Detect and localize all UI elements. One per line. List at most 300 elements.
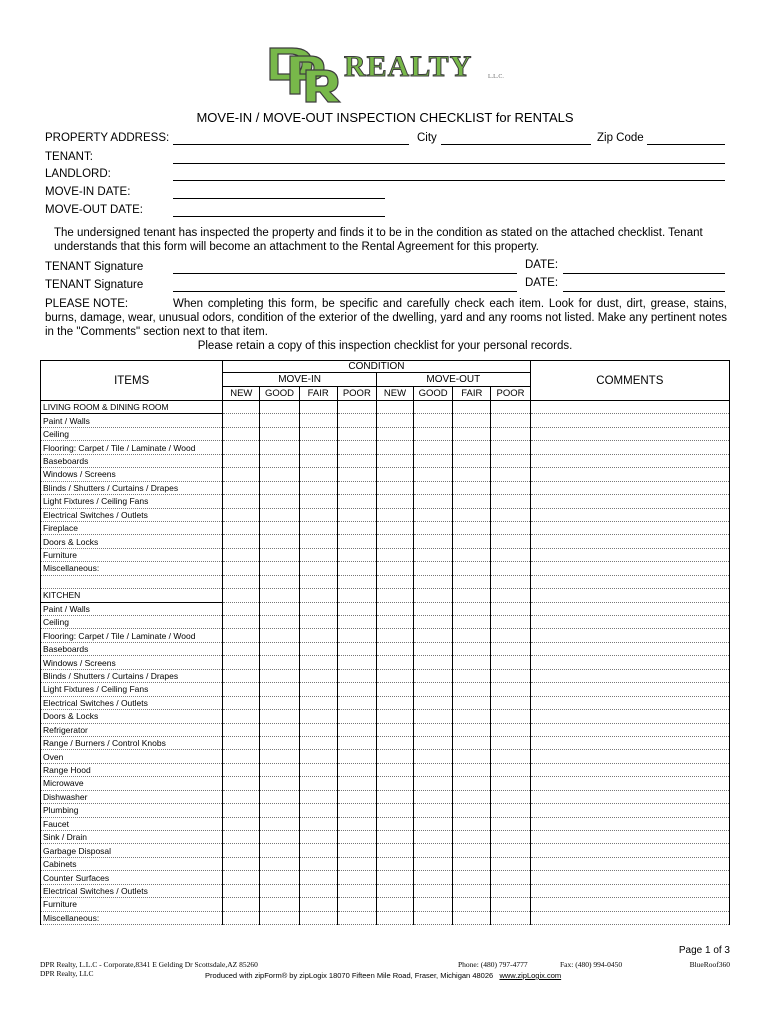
move-in-good-cell[interactable] <box>260 656 299 669</box>
date-field-1[interactable] <box>563 261 725 274</box>
move-in-good-cell[interactable] <box>260 642 299 655</box>
move-out-fair-cell[interactable] <box>453 898 491 911</box>
ziplogix-link[interactable]: www.zipLogix.com <box>499 971 562 980</box>
move-out-good-cell[interactable] <box>414 911 453 924</box>
move-out-poor-cell[interactable] <box>491 481 530 494</box>
move-out-fair-cell[interactable] <box>453 736 491 749</box>
move-out-good-cell[interactable] <box>414 427 453 440</box>
move-out-poor-cell[interactable] <box>491 844 530 857</box>
move-out-good-cell[interactable] <box>414 898 453 911</box>
comments-cell[interactable] <box>530 656 729 669</box>
comments-cell[interactable] <box>530 844 729 857</box>
move-in-poor-cell[interactable] <box>337 454 376 467</box>
move-out-poor-cell[interactable] <box>491 401 530 414</box>
move-in-fair-cell[interactable] <box>299 575 337 588</box>
move-out-fair-cell[interactable] <box>453 548 491 561</box>
move-in-poor-cell[interactable] <box>337 589 376 602</box>
move-out-poor-cell[interactable] <box>491 629 530 642</box>
move-in-good-cell[interactable] <box>260 777 299 790</box>
move-in-new-cell[interactable] <box>223 521 260 534</box>
comments-cell[interactable] <box>530 683 729 696</box>
move-in-new-cell[interactable] <box>223 844 260 857</box>
move-out-new-cell[interactable] <box>376 589 413 602</box>
move-in-fair-cell[interactable] <box>299 871 337 884</box>
move-in-fair-cell[interactable] <box>299 562 337 575</box>
move-out-fair-cell[interactable] <box>453 844 491 857</box>
comments-cell[interactable] <box>530 804 729 817</box>
move-in-new-cell[interactable] <box>223 616 260 629</box>
move-out-fair-cell[interactable] <box>453 521 491 534</box>
move-out-new-cell[interactable] <box>376 481 413 494</box>
move-in-good-cell[interactable] <box>260 669 299 682</box>
move-in-fair-cell[interactable] <box>299 616 337 629</box>
move-out-poor-cell[interactable] <box>491 710 530 723</box>
move-in-fair-cell[interactable] <box>299 696 337 709</box>
move-out-date-field[interactable] <box>173 204 385 217</box>
move-in-new-cell[interactable] <box>223 441 260 454</box>
move-in-good-cell[interactable] <box>260 414 299 427</box>
move-out-good-cell[interactable] <box>414 481 453 494</box>
comments-cell[interactable] <box>530 710 729 723</box>
comments-cell[interactable] <box>530 723 729 736</box>
move-out-new-cell[interactable] <box>376 817 413 830</box>
move-in-poor-cell[interactable] <box>337 911 376 924</box>
move-in-good-cell[interactable] <box>260 401 299 414</box>
move-in-poor-cell[interactable] <box>337 602 376 615</box>
move-in-good-cell[interactable] <box>260 683 299 696</box>
move-out-good-cell[interactable] <box>414 750 453 763</box>
move-in-poor-cell[interactable] <box>337 562 376 575</box>
move-in-new-cell[interactable] <box>223 831 260 844</box>
move-in-new-cell[interactable] <box>223 562 260 575</box>
move-out-poor-cell[interactable] <box>491 696 530 709</box>
move-out-new-cell[interactable] <box>376 736 413 749</box>
move-out-poor-cell[interactable] <box>491 602 530 615</box>
move-out-fair-cell[interactable] <box>453 508 491 521</box>
move-out-poor-cell[interactable] <box>491 804 530 817</box>
move-out-fair-cell[interactable] <box>453 669 491 682</box>
move-in-fair-cell[interactable] <box>299 508 337 521</box>
move-in-poor-cell[interactable] <box>337 535 376 548</box>
move-in-good-cell[interactable] <box>260 804 299 817</box>
move-in-good-cell[interactable] <box>260 508 299 521</box>
move-in-fair-cell[interactable] <box>299 777 337 790</box>
move-out-poor-cell[interactable] <box>491 616 530 629</box>
move-out-good-cell[interactable] <box>414 804 453 817</box>
move-out-fair-cell[interactable] <box>453 441 491 454</box>
move-in-good-cell[interactable] <box>260 857 299 870</box>
move-in-new-cell[interactable] <box>223 629 260 642</box>
move-in-good-cell[interactable] <box>260 710 299 723</box>
move-in-poor-cell[interactable] <box>337 723 376 736</box>
move-in-fair-cell[interactable] <box>299 898 337 911</box>
move-out-new-cell[interactable] <box>376 616 413 629</box>
move-in-poor-cell[interactable] <box>337 441 376 454</box>
comments-cell[interactable] <box>530 857 729 870</box>
move-in-new-cell[interactable] <box>223 427 260 440</box>
move-out-fair-cell[interactable] <box>453 495 491 508</box>
move-out-good-cell[interactable] <box>414 884 453 897</box>
comments-cell[interactable] <box>530 575 729 588</box>
move-out-poor-cell[interactable] <box>491 508 530 521</box>
comments-cell[interactable] <box>530 629 729 642</box>
move-in-good-cell[interactable] <box>260 750 299 763</box>
move-out-good-cell[interactable] <box>414 548 453 561</box>
move-out-good-cell[interactable] <box>414 441 453 454</box>
move-out-good-cell[interactable] <box>414 454 453 467</box>
move-in-new-cell[interactable] <box>223 804 260 817</box>
move-out-new-cell[interactable] <box>376 871 413 884</box>
move-out-new-cell[interactable] <box>376 508 413 521</box>
move-out-poor-cell[interactable] <box>491 898 530 911</box>
move-out-good-cell[interactable] <box>414 790 453 803</box>
move-out-new-cell[interactable] <box>376 844 413 857</box>
move-in-poor-cell[interactable] <box>337 804 376 817</box>
move-in-poor-cell[interactable] <box>337 710 376 723</box>
move-out-good-cell[interactable] <box>414 508 453 521</box>
move-in-fair-cell[interactable] <box>299 683 337 696</box>
comments-cell[interactable] <box>530 736 729 749</box>
move-in-poor-cell[interactable] <box>337 683 376 696</box>
move-out-good-cell[interactable] <box>414 844 453 857</box>
move-in-good-cell[interactable] <box>260 871 299 884</box>
move-out-new-cell[interactable] <box>376 683 413 696</box>
move-out-new-cell[interactable] <box>376 763 413 776</box>
move-out-good-cell[interactable] <box>414 857 453 870</box>
move-out-new-cell[interactable] <box>376 898 413 911</box>
comments-cell[interactable] <box>530 871 729 884</box>
move-out-new-cell[interactable] <box>376 521 413 534</box>
move-in-new-cell[interactable] <box>223 642 260 655</box>
move-in-good-cell[interactable] <box>260 884 299 897</box>
comments-cell[interactable] <box>530 495 729 508</box>
move-out-fair-cell[interactable] <box>453 696 491 709</box>
move-out-new-cell[interactable] <box>376 911 413 924</box>
move-in-new-cell[interactable] <box>223 508 260 521</box>
move-out-good-cell[interactable] <box>414 562 453 575</box>
tenant-signature-field-2[interactable] <box>173 279 517 292</box>
move-out-fair-cell[interactable] <box>453 414 491 427</box>
move-out-poor-cell[interactable] <box>491 441 530 454</box>
move-in-new-cell[interactable] <box>223 884 260 897</box>
comments-cell[interactable] <box>530 642 729 655</box>
move-in-new-cell[interactable] <box>223 710 260 723</box>
move-out-good-cell[interactable] <box>414 669 453 682</box>
move-out-good-cell[interactable] <box>414 777 453 790</box>
move-out-new-cell[interactable] <box>376 468 413 481</box>
landlord-field[interactable] <box>173 168 725 181</box>
comments-cell[interactable] <box>530 763 729 776</box>
move-out-poor-cell[interactable] <box>491 736 530 749</box>
move-out-new-cell[interactable] <box>376 804 413 817</box>
move-out-good-cell[interactable] <box>414 817 453 830</box>
move-out-new-cell[interactable] <box>376 427 413 440</box>
move-in-fair-cell[interactable] <box>299 884 337 897</box>
move-in-good-cell[interactable] <box>260 696 299 709</box>
comments-cell[interactable] <box>530 696 729 709</box>
move-out-good-cell[interactable] <box>414 414 453 427</box>
move-in-good-cell[interactable] <box>260 736 299 749</box>
move-in-good-cell[interactable] <box>260 790 299 803</box>
move-in-fair-cell[interactable] <box>299 535 337 548</box>
move-in-new-cell[interactable] <box>223 736 260 749</box>
move-in-good-cell[interactable] <box>260 763 299 776</box>
move-out-new-cell[interactable] <box>376 629 413 642</box>
move-out-new-cell[interactable] <box>376 831 413 844</box>
city-field[interactable] <box>441 132 591 145</box>
move-in-poor-cell[interactable] <box>337 884 376 897</box>
move-in-good-cell[interactable] <box>260 831 299 844</box>
move-in-new-cell[interactable] <box>223 481 260 494</box>
move-in-fair-cell[interactable] <box>299 548 337 561</box>
comments-cell[interactable] <box>530 602 729 615</box>
move-in-poor-cell[interactable] <box>337 616 376 629</box>
move-in-fair-cell[interactable] <box>299 790 337 803</box>
move-out-fair-cell[interactable] <box>453 884 491 897</box>
comments-cell[interactable] <box>530 454 729 467</box>
move-in-fair-cell[interactable] <box>299 750 337 763</box>
move-out-good-cell[interactable] <box>414 589 453 602</box>
move-in-new-cell[interactable] <box>223 401 260 414</box>
move-out-new-cell[interactable] <box>376 723 413 736</box>
move-in-new-cell[interactable] <box>223 857 260 870</box>
move-out-poor-cell[interactable] <box>491 750 530 763</box>
move-out-good-cell[interactable] <box>414 495 453 508</box>
move-out-fair-cell[interactable] <box>453 723 491 736</box>
move-in-new-cell[interactable] <box>223 575 260 588</box>
move-out-fair-cell[interactable] <box>453 804 491 817</box>
move-in-fair-cell[interactable] <box>299 441 337 454</box>
move-in-new-cell[interactable] <box>223 683 260 696</box>
move-out-poor-cell[interactable] <box>491 911 530 924</box>
move-out-poor-cell[interactable] <box>491 777 530 790</box>
move-in-fair-cell[interactable] <box>299 521 337 534</box>
move-out-fair-cell[interactable] <box>453 575 491 588</box>
move-out-good-cell[interactable] <box>414 710 453 723</box>
move-in-good-cell[interactable] <box>260 521 299 534</box>
comments-cell[interactable] <box>530 750 729 763</box>
move-in-fair-cell[interactable] <box>299 817 337 830</box>
move-out-fair-cell[interactable] <box>453 817 491 830</box>
move-in-new-cell[interactable] <box>223 790 260 803</box>
move-in-new-cell[interactable] <box>223 495 260 508</box>
comments-cell[interactable] <box>530 427 729 440</box>
move-in-poor-cell[interactable] <box>337 898 376 911</box>
move-in-fair-cell[interactable] <box>299 857 337 870</box>
move-in-poor-cell[interactable] <box>337 575 376 588</box>
move-in-new-cell[interactable] <box>223 911 260 924</box>
move-out-fair-cell[interactable] <box>453 589 491 602</box>
move-out-fair-cell[interactable] <box>453 454 491 467</box>
move-in-poor-cell[interactable] <box>337 629 376 642</box>
move-out-poor-cell[interactable] <box>491 763 530 776</box>
move-out-good-cell[interactable] <box>414 642 453 655</box>
move-in-good-cell[interactable] <box>260 629 299 642</box>
move-out-poor-cell[interactable] <box>491 871 530 884</box>
move-in-good-cell[interactable] <box>260 535 299 548</box>
move-in-new-cell[interactable] <box>223 723 260 736</box>
comments-cell[interactable] <box>530 669 729 682</box>
move-out-fair-cell[interactable] <box>453 656 491 669</box>
move-in-poor-cell[interactable] <box>337 414 376 427</box>
move-out-new-cell[interactable] <box>376 575 413 588</box>
move-out-new-cell[interactable] <box>376 656 413 669</box>
move-in-poor-cell[interactable] <box>337 777 376 790</box>
move-out-poor-cell[interactable] <box>491 575 530 588</box>
move-out-fair-cell[interactable] <box>453 468 491 481</box>
move-in-fair-cell[interactable] <box>299 629 337 642</box>
move-in-new-cell[interactable] <box>223 750 260 763</box>
move-out-good-cell[interactable] <box>414 696 453 709</box>
move-in-fair-cell[interactable] <box>299 844 337 857</box>
move-in-poor-cell[interactable] <box>337 817 376 830</box>
move-out-poor-cell[interactable] <box>491 831 530 844</box>
move-out-poor-cell[interactable] <box>491 884 530 897</box>
move-in-fair-cell[interactable] <box>299 831 337 844</box>
move-out-new-cell[interactable] <box>376 535 413 548</box>
move-out-fair-cell[interactable] <box>453 562 491 575</box>
move-in-fair-cell[interactable] <box>299 427 337 440</box>
move-in-fair-cell[interactable] <box>299 401 337 414</box>
move-out-poor-cell[interactable] <box>491 414 530 427</box>
move-out-good-cell[interactable] <box>414 683 453 696</box>
move-out-new-cell[interactable] <box>376 642 413 655</box>
move-out-poor-cell[interactable] <box>491 683 530 696</box>
move-out-poor-cell[interactable] <box>491 589 530 602</box>
move-in-good-cell[interactable] <box>260 454 299 467</box>
move-in-good-cell[interactable] <box>260 844 299 857</box>
move-in-good-cell[interactable] <box>260 602 299 615</box>
move-out-poor-cell[interactable] <box>491 521 530 534</box>
move-out-good-cell[interactable] <box>414 871 453 884</box>
move-in-new-cell[interactable] <box>223 871 260 884</box>
move-in-poor-cell[interactable] <box>337 548 376 561</box>
move-in-fair-cell[interactable] <box>299 723 337 736</box>
move-in-fair-cell[interactable] <box>299 481 337 494</box>
move-in-new-cell[interactable] <box>223 656 260 669</box>
property-address-field[interactable] <box>173 132 409 145</box>
move-in-good-cell[interactable] <box>260 481 299 494</box>
move-in-poor-cell[interactable] <box>337 508 376 521</box>
move-out-new-cell[interactable] <box>376 548 413 561</box>
move-in-poor-cell[interactable] <box>337 857 376 870</box>
move-in-poor-cell[interactable] <box>337 521 376 534</box>
move-in-good-cell[interactable] <box>260 817 299 830</box>
move-in-poor-cell[interactable] <box>337 427 376 440</box>
move-in-new-cell[interactable] <box>223 468 260 481</box>
move-out-new-cell[interactable] <box>376 669 413 682</box>
move-out-fair-cell[interactable] <box>453 831 491 844</box>
move-in-good-cell[interactable] <box>260 495 299 508</box>
move-in-fair-cell[interactable] <box>299 804 337 817</box>
tenant-signature-field-1[interactable] <box>173 261 517 274</box>
move-out-new-cell[interactable] <box>376 602 413 615</box>
move-out-new-cell[interactable] <box>376 401 413 414</box>
comments-cell[interactable] <box>530 441 729 454</box>
comments-cell[interactable] <box>530 790 729 803</box>
move-in-fair-cell[interactable] <box>299 589 337 602</box>
move-out-new-cell[interactable] <box>376 414 413 427</box>
move-in-poor-cell[interactable] <box>337 831 376 844</box>
move-out-poor-cell[interactable] <box>491 427 530 440</box>
move-out-fair-cell[interactable] <box>453 790 491 803</box>
move-in-fair-cell[interactable] <box>299 763 337 776</box>
move-in-good-cell[interactable] <box>260 427 299 440</box>
move-in-good-cell[interactable] <box>260 548 299 561</box>
move-out-poor-cell[interactable] <box>491 468 530 481</box>
comments-cell[interactable] <box>530 898 729 911</box>
comments-cell[interactable] <box>530 468 729 481</box>
move-out-poor-cell[interactable] <box>491 562 530 575</box>
comments-cell[interactable] <box>530 616 729 629</box>
move-in-new-cell[interactable] <box>223 669 260 682</box>
move-in-new-cell[interactable] <box>223 763 260 776</box>
move-in-new-cell[interactable] <box>223 898 260 911</box>
move-out-new-cell[interactable] <box>376 562 413 575</box>
move-in-fair-cell[interactable] <box>299 454 337 467</box>
move-in-poor-cell[interactable] <box>337 669 376 682</box>
move-in-poor-cell[interactable] <box>337 656 376 669</box>
move-out-good-cell[interactable] <box>414 521 453 534</box>
move-out-poor-cell[interactable] <box>491 669 530 682</box>
move-in-fair-cell[interactable] <box>299 669 337 682</box>
comments-cell[interactable] <box>530 521 729 534</box>
move-in-good-cell[interactable] <box>260 898 299 911</box>
move-out-fair-cell[interactable] <box>453 683 491 696</box>
move-in-new-cell[interactable] <box>223 817 260 830</box>
move-out-new-cell[interactable] <box>376 857 413 870</box>
comments-cell[interactable] <box>530 548 729 561</box>
move-in-good-cell[interactable] <box>260 616 299 629</box>
move-in-poor-cell[interactable] <box>337 763 376 776</box>
move-in-fair-cell[interactable] <box>299 495 337 508</box>
comments-cell[interactable] <box>530 817 729 830</box>
move-out-fair-cell[interactable] <box>453 535 491 548</box>
move-out-poor-cell[interactable] <box>491 454 530 467</box>
move-out-poor-cell[interactable] <box>491 857 530 870</box>
comments-cell[interactable] <box>530 414 729 427</box>
move-out-new-cell[interactable] <box>376 790 413 803</box>
comments-cell[interactable] <box>530 589 729 602</box>
move-out-fair-cell[interactable] <box>453 616 491 629</box>
move-out-fair-cell[interactable] <box>453 602 491 615</box>
move-out-good-cell[interactable] <box>414 616 453 629</box>
move-in-poor-cell[interactable] <box>337 790 376 803</box>
move-out-new-cell[interactable] <box>376 441 413 454</box>
move-out-fair-cell[interactable] <box>453 857 491 870</box>
move-in-fair-cell[interactable] <box>299 736 337 749</box>
move-out-fair-cell[interactable] <box>453 871 491 884</box>
move-out-poor-cell[interactable] <box>491 642 530 655</box>
move-in-new-cell[interactable] <box>223 454 260 467</box>
move-in-good-cell[interactable] <box>260 468 299 481</box>
move-in-good-cell[interactable] <box>260 911 299 924</box>
move-out-new-cell[interactable] <box>376 884 413 897</box>
move-out-good-cell[interactable] <box>414 575 453 588</box>
move-out-fair-cell[interactable] <box>453 777 491 790</box>
move-out-poor-cell[interactable] <box>491 548 530 561</box>
move-in-fair-cell[interactable] <box>299 642 337 655</box>
comments-cell[interactable] <box>530 562 729 575</box>
move-out-fair-cell[interactable] <box>453 710 491 723</box>
move-out-poor-cell[interactable] <box>491 656 530 669</box>
tenant-field[interactable] <box>173 151 725 164</box>
move-in-fair-cell[interactable] <box>299 911 337 924</box>
move-out-fair-cell[interactable] <box>453 763 491 776</box>
move-out-poor-cell[interactable] <box>491 723 530 736</box>
move-out-poor-cell[interactable] <box>491 495 530 508</box>
move-out-fair-cell[interactable] <box>453 642 491 655</box>
